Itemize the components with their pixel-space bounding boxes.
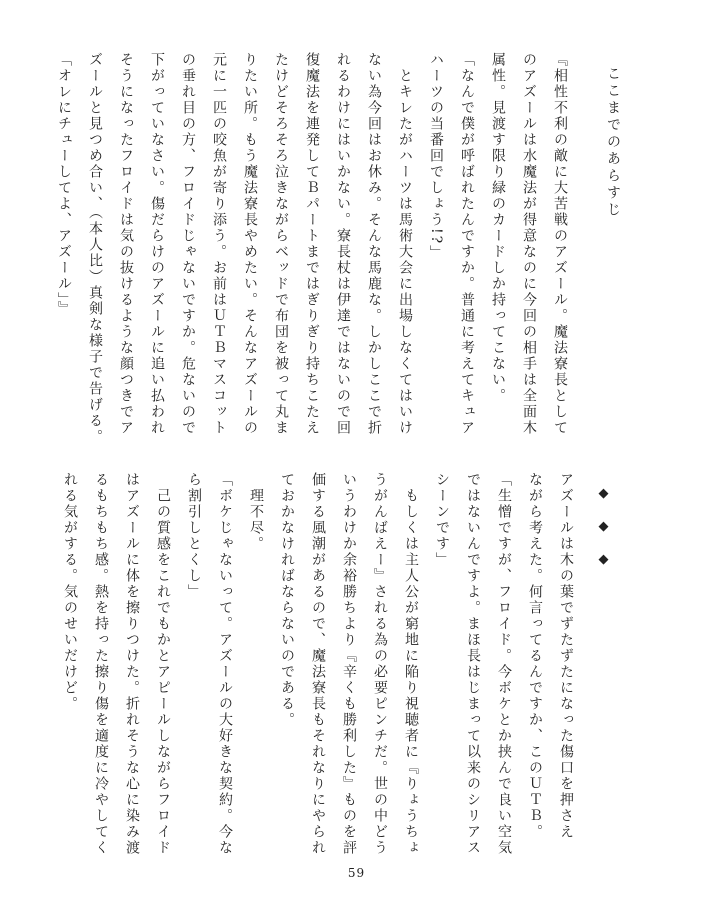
text-line: るもちもち感。熱を持った擦り傷を適度に冷やしてく bbox=[93, 472, 109, 856]
text-line: 『相性不利の敵に大苦戦のアズール。魔法寮長として bbox=[552, 52, 568, 436]
text-line: 「オレにチューしてよ、アズール」』 bbox=[56, 52, 72, 317]
text-line: れるわけにはいかない。寮長杖は伊達ではないので回 bbox=[335, 52, 351, 436]
text-line: いうわけか余裕勝ちより『辛くも勝利した』ものを評 bbox=[341, 472, 357, 856]
text-line: 「なんで僕が呼ばれたんですか。普通に考えてキュア bbox=[459, 52, 475, 436]
text-line: りたい所。もう魔法寮長やめたい。そんなアズールの bbox=[242, 52, 258, 436]
text-line: はアズールに体を擦りつけた。折れそうな心に染み渡 bbox=[124, 472, 140, 856]
text-line: ない為今回はお休み。そんな馬鹿な。しかしここで折 bbox=[366, 52, 382, 436]
synopsis-text-block bbox=[56, 52, 575, 445]
text-line: 「ボケじゃないって。アズールの大好きな契約。今な bbox=[217, 472, 233, 856]
text-line: とキレたがハーツは馬術大会に出場しなくてはいけ bbox=[397, 52, 413, 436]
text-line: 下がっていなさい。傷だらけのアズールに追い払われ bbox=[149, 52, 165, 436]
text-line: ら割引しとくし」 bbox=[186, 472, 202, 600]
text-line: うがんばえー』される為の必要ピンチだ。世の中どう bbox=[372, 472, 388, 856]
text-line: 価する風潮があるので、魔法寮長もそれなりにやられ bbox=[310, 472, 326, 856]
text-line: ハーツの当番回でしょう!?」 bbox=[428, 52, 444, 262]
text-line: のアズールは水魔法が得意なのに今回の相手は全面木 bbox=[521, 52, 537, 436]
text-line: 属性。見渡す限り緑のカードしか持ってこない。 bbox=[490, 52, 506, 404]
text-line: 「生憎ですが、フロイド。今ボケとか挟んで良い空気 bbox=[496, 472, 512, 856]
text-line: たけどそろそろ泣きながらベッドで布団を被って丸ま bbox=[273, 52, 289, 436]
story-text-block bbox=[62, 472, 581, 856]
text-line: れる気がする。気のせいだけど。 bbox=[62, 472, 78, 712]
section-heading: ここまでのあらすじ bbox=[605, 66, 621, 219]
text-line: もしくは主人公が窮地に陥り視聴者に『りょうちょ bbox=[403, 472, 419, 856]
text-line: ておかなければならないのである。 bbox=[279, 472, 295, 728]
section-break-diamonds: ◆◆◆ bbox=[596, 486, 611, 585]
text-line: そうになったフロイドは気の抜けるような顔つきでア bbox=[118, 52, 134, 436]
text-line: 元に一匹の咬魚が寄り添う。お前はＵＴＢマスコット bbox=[211, 52, 227, 436]
text-line: ズールと見つめ合い、（本人比）真剣な様子で告げる。 bbox=[87, 52, 103, 445]
text-line: シーンです」 bbox=[434, 472, 450, 568]
text-line: 復魔法を連発してＢパートまではぎりぎり持ちこたえ bbox=[304, 52, 320, 436]
text-line: ながら考えた。何言ってるんですか、このＵＴＢ。 bbox=[527, 472, 543, 840]
text-line: の垂れ目の方、フロイドじゃないですか。危ないので bbox=[180, 52, 196, 436]
page-number: 59 bbox=[347, 866, 366, 880]
text-line: 理不尽。 bbox=[248, 472, 264, 552]
text-line: ではないんですよ。まほ長はじまって以来のシリアス bbox=[465, 472, 481, 856]
text-line: 己の質感をこれでもかとアピールしながらフロイド bbox=[155, 472, 171, 856]
text-line: アズールは木の葉でずたずたになった傷口を押さえ bbox=[558, 472, 574, 840]
